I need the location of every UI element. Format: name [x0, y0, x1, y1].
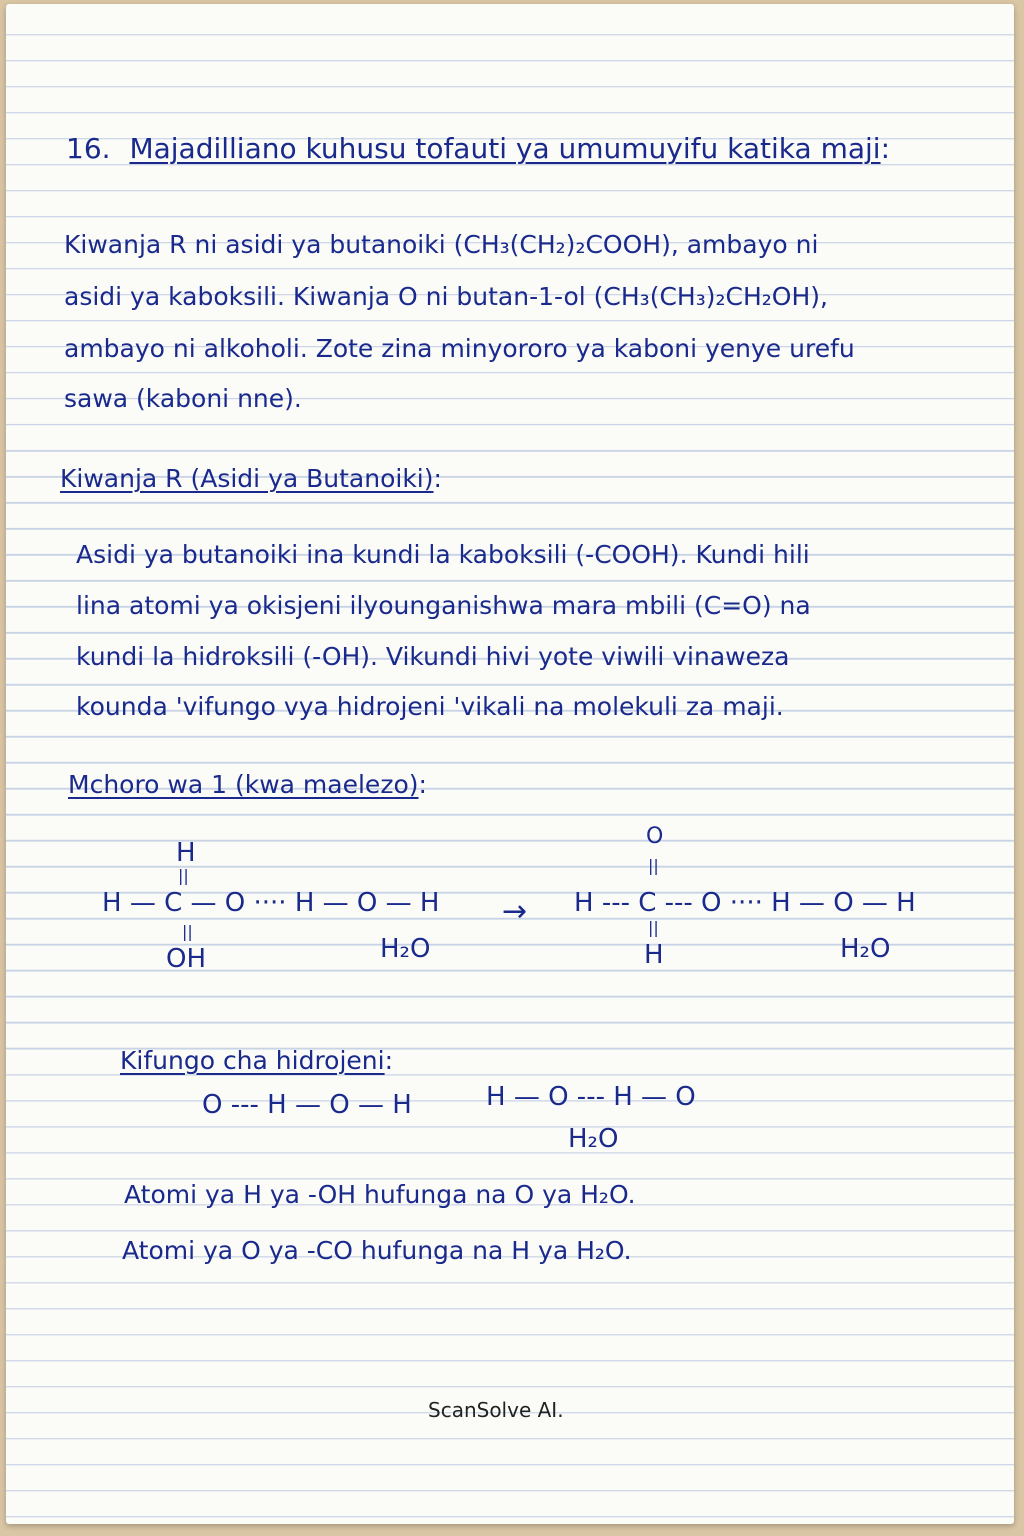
diagram1-left-water: H₂O	[380, 934, 431, 964]
diagram1-left-main: H — C — O ···· H — O — H	[102, 888, 440, 918]
intro-line-2: asidi ya kaboksili. Kiwanja O ni butan-1-ol (CH₃(CH₃)₂CH₂OH),	[64, 282, 828, 311]
notebook-page	[6, 4, 1014, 1524]
diagram1-left-bond-down: ||	[182, 922, 193, 941]
hbond-left-formula: O --- H — O — H	[202, 1090, 412, 1120]
hbond-note-2: Atomi ya O ya -CO hufunga na H ya H₂O.	[122, 1236, 632, 1265]
diagram1-right-main: H --- C --- O ···· H — O — H	[574, 888, 916, 918]
section-r-colon: :	[433, 464, 442, 493]
footer-watermark: ScanSolve AI.	[428, 1398, 564, 1422]
diagram1-right-bottom-h: H	[644, 940, 664, 970]
section-r-heading-row	[60, 464, 442, 493]
hbond-right-formula: H — O --- H — O	[486, 1082, 696, 1112]
hbond-heading: Kifungo cha hidrojeni	[120, 1046, 385, 1075]
diagram1-left-top-h: H	[176, 838, 196, 868]
hbond-colon: :	[384, 1046, 394, 1075]
diagram1-right-bond-up: ||	[648, 856, 659, 875]
section-r-line-1: Asidi ya butanoiki ina kundi la kaboksili (-COOH). Kundi hili	[76, 540, 810, 569]
hbond-note-1: Atomi ya H ya -OH hufunga na O ya H₂O.	[124, 1180, 636, 1209]
diagram1-right-top-o: O	[646, 824, 664, 849]
diagram1-right-water: H₂O	[840, 934, 891, 964]
section-r-line-2: lina atomi ya okisjeni ilyounganishwa mara mbili (C=O) na	[76, 591, 811, 620]
question-title: Majadilliano kuhusu tofauti ya umumuyifu katika maji	[129, 132, 881, 165]
diagram1-colon: :	[418, 770, 427, 799]
hbond-heading-row	[120, 1046, 393, 1075]
question-number: 16.	[66, 132, 111, 165]
section-r-line-3: kundi la hidroksili (-OH). Vikundi hivi yote viwili vinaweza	[76, 642, 790, 671]
hbond-right-water: H₂O	[568, 1124, 619, 1154]
diagram1-heading: Mchoro wa 1 (kwa maelezo)	[68, 770, 419, 799]
intro-line-1: Kiwanja R ni asidi ya butanoiki (CH₃(CH₂)₂COOH), ambayo ni	[64, 230, 819, 259]
intro-line-3: ambayo ni alkoholi. Zote zina minyororo ya kaboni yenye urefu	[64, 334, 855, 363]
diagram1-left-bond-up: ||	[178, 866, 189, 885]
reaction-arrow-icon: →	[502, 894, 528, 929]
section-r-line-4: kounda 'vifungo vya hidrojeni 'vikali na molekuli za maji.	[76, 692, 784, 721]
diagram1-heading-row	[68, 770, 427, 799]
intro-line-4: sawa (kaboni nne).	[64, 384, 302, 413]
diagram1-left-bottom-oh: OH	[166, 944, 207, 974]
diagram1-right-bond-down: ||	[648, 918, 659, 937]
heading-colon: :	[880, 132, 890, 165]
question-heading	[66, 132, 890, 165]
section-r-heading: Kiwanja R (Asidi ya Butanoiki)	[60, 464, 434, 493]
